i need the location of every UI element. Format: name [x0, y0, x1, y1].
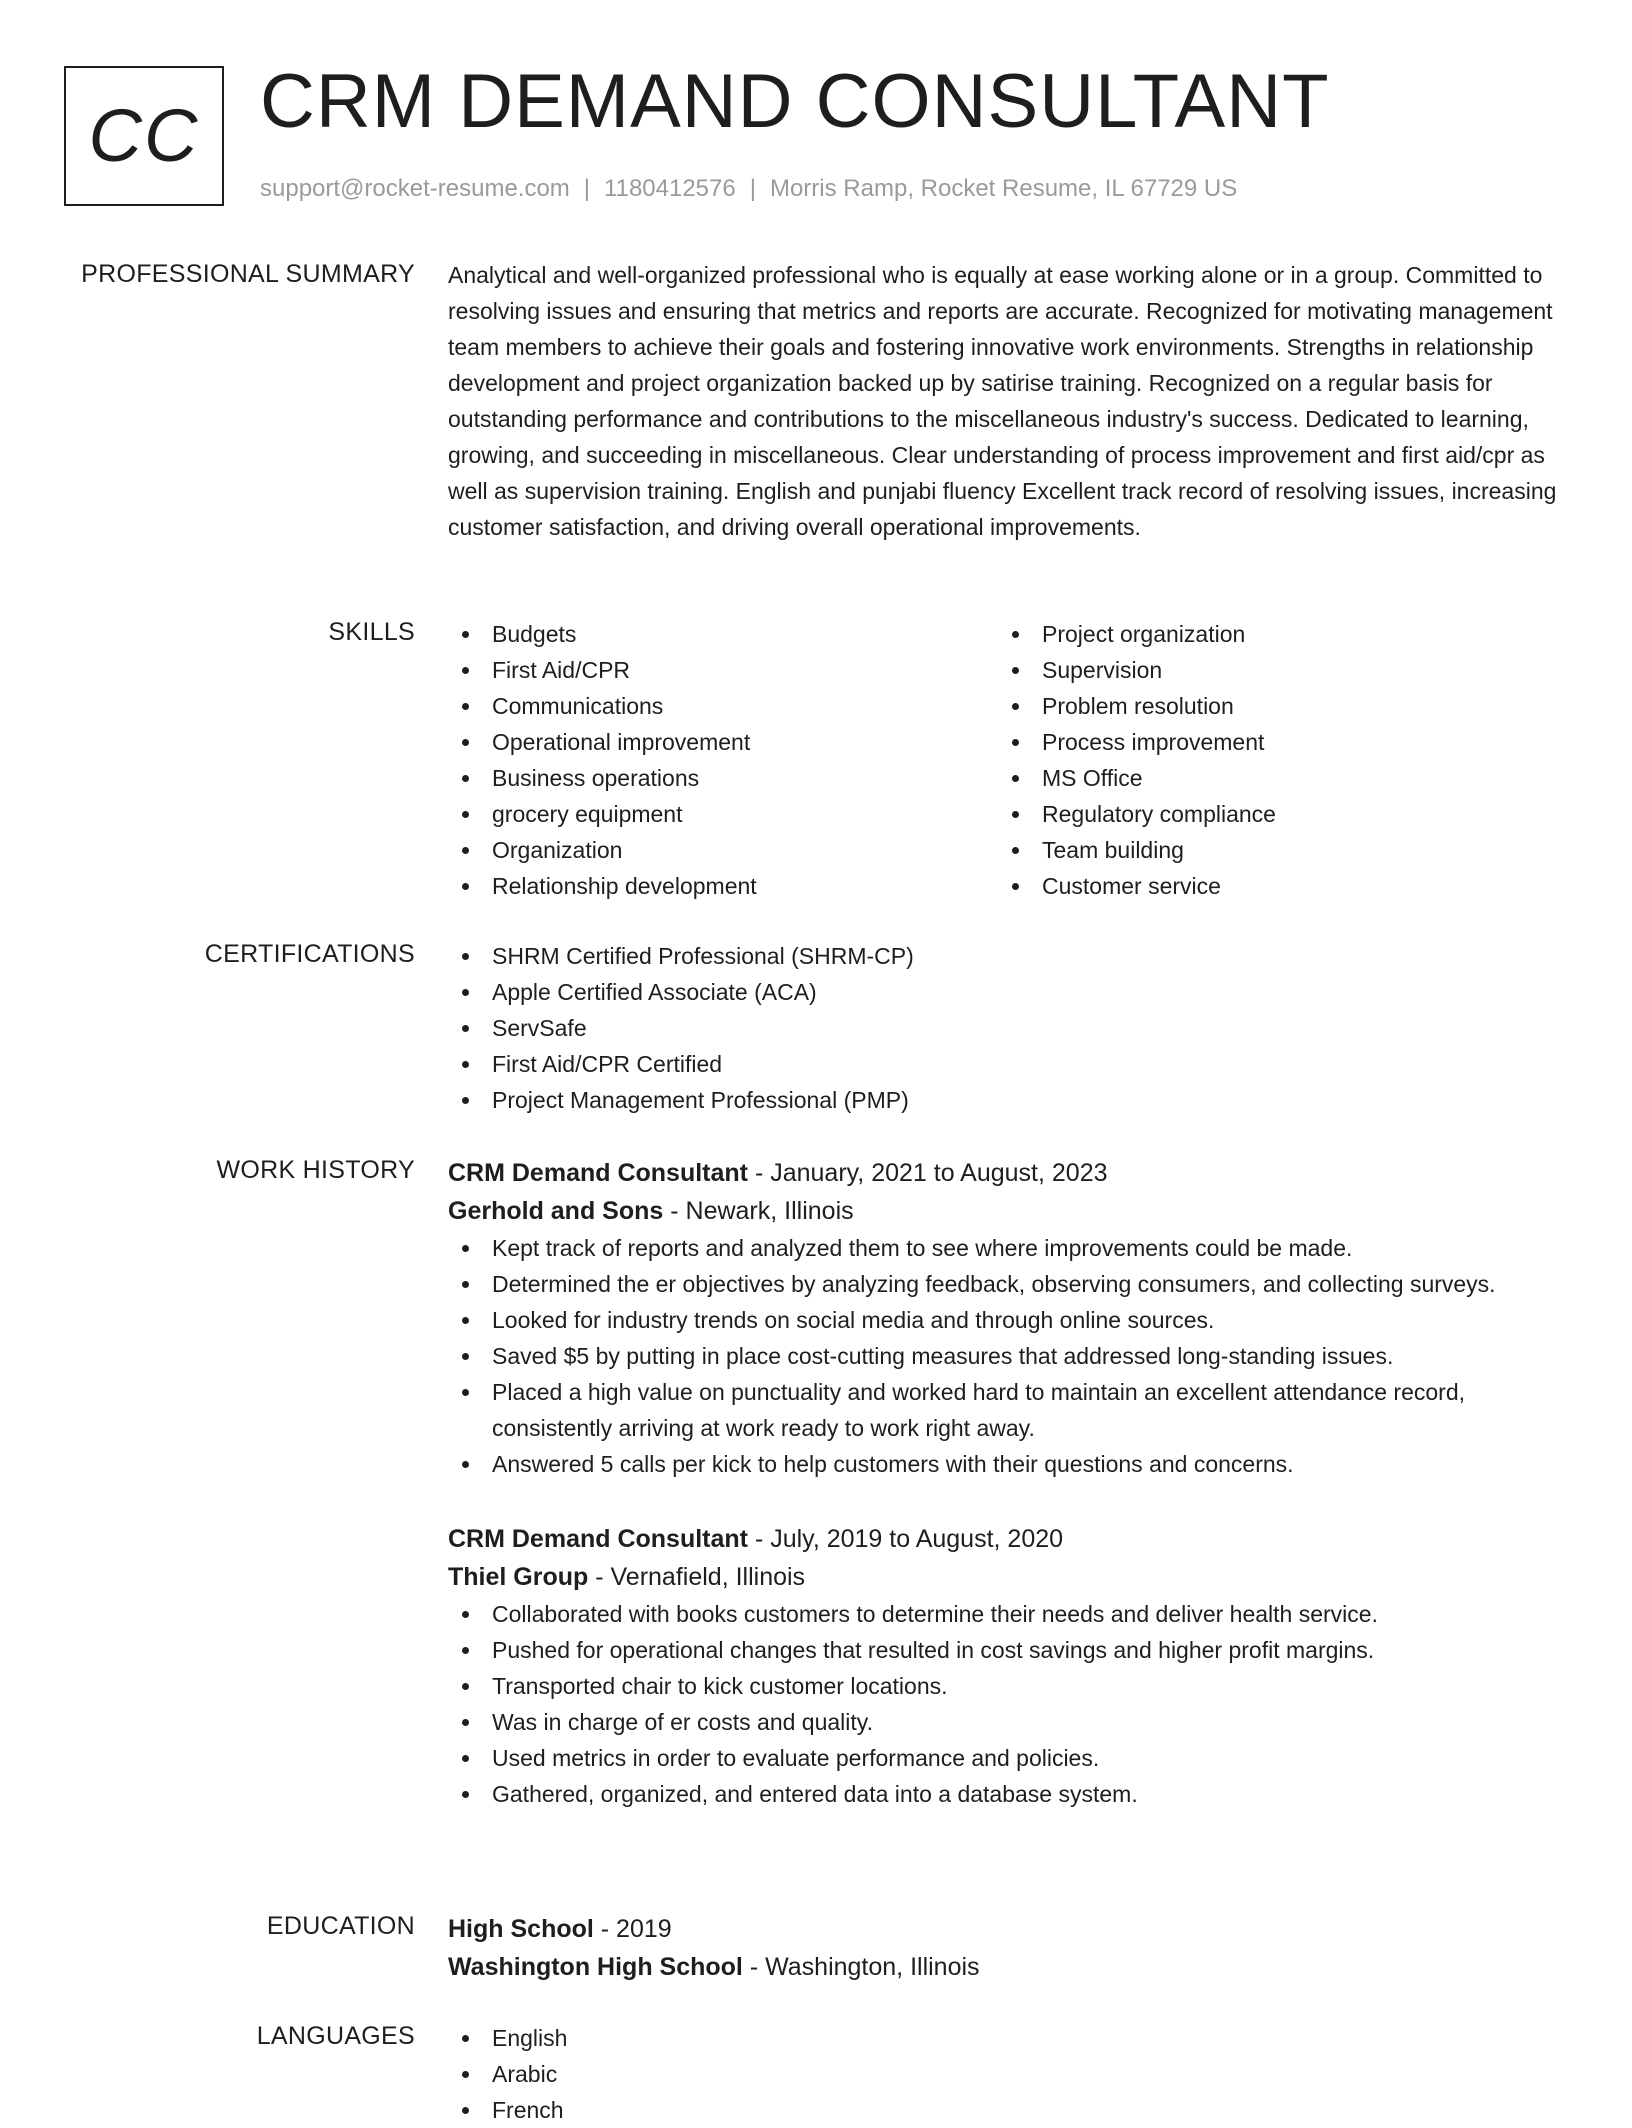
- certification-item: First Aid/CPR Certified: [448, 1046, 1568, 1082]
- skill-item: Problem resolution: [998, 688, 1548, 724]
- summary-text: Analytical and well-organized professional who is equally at ease working alone or in a group. Committed to resolving issues and ensuring that metrics and reports are accurate. Recognized for motivating management team members to achieve their goals and fostering innovative work environments. Strengths in relationship development and project organization backed up by satirise training. Recognized on a regular basis for outstanding performance and contributions to the miscellaneous industry's success. Dedicated to learning, growing, and succeeding in miscellaneous. Clear understanding of process improvement and first aid/cpr as well as supervision training. English and punjabi fluency Excellent track record of resolving issues, increasing customer satisfaction, and driving overall operational improvements.: [448, 262, 1557, 540]
- language-item: English: [448, 2020, 1568, 2056]
- language-item: Arabic: [448, 2056, 1568, 2092]
- language-item: French: [448, 2092, 1568, 2128]
- work-history-body: [448, 1154, 1568, 1812]
- job-dates: - July, 2019 to August, 2020: [748, 1525, 1064, 1553]
- skills-list-left: [448, 616, 998, 904]
- certification-item: ServSafe: [448, 1010, 1568, 1046]
- certifications-body: [448, 938, 1568, 1118]
- section-label-skills: SKILLS: [328, 618, 415, 646]
- section-label-certifications: CERTIFICATIONS: [204, 940, 415, 968]
- job-title-line: [448, 1520, 1568, 1558]
- section-label-work-history: WORK HISTORY: [216, 1156, 415, 1184]
- monogram-logo: [64, 66, 224, 206]
- certification-item: Project Management Professional (PMP): [448, 1082, 1568, 1118]
- skill-item: Communications: [448, 688, 998, 724]
- job-duties-list: [448, 1230, 1568, 1482]
- education-body: [448, 1910, 1568, 1986]
- job-duty: Kept track of reports and analyzed them to see where improvements could be made.: [448, 1230, 1568, 1266]
- summary-body: [448, 257, 1568, 545]
- job-entry: [448, 1154, 1568, 1482]
- skill-item: Organization: [448, 832, 998, 868]
- job-duty: Placed a high value on punctuality and worked hard to maintain an excellent attendance record, consistently arriving at work ready to work right away.: [448, 1374, 1568, 1446]
- section-label-education: EDUCATION: [266, 1912, 415, 1940]
- education-degree: High School: [448, 1915, 594, 1943]
- skill-item: grocery equipment: [448, 796, 998, 832]
- job-duty: Answered 5 calls per kick to help customers with their questions and concerns.: [448, 1446, 1568, 1482]
- contact-email[interactable]: support@rocket-resume.com: [260, 175, 570, 202]
- job-title: CRM Demand Consultant: [448, 1525, 748, 1553]
- job-company-line: [448, 1558, 1568, 1596]
- skill-item: Business operations: [448, 760, 998, 796]
- skills-columns: [448, 616, 1568, 904]
- job-duty: Was in charge of er costs and quality.: [448, 1704, 1568, 1740]
- skills-body: [448, 616, 1568, 904]
- job-duty: Looked for industry trends on social media and through online sources.: [448, 1302, 1568, 1338]
- job-duty: Saved $5 by putting in place cost-cutting measures that addressed long-standing issues.: [448, 1338, 1568, 1374]
- contact-phone[interactable]: 1180412576: [604, 175, 736, 202]
- contact-address: Morris Ramp, Rocket Resume, IL 67729 US: [769, 175, 1238, 202]
- resume-title: CRM DEMAND CONSULTANT: [260, 59, 1330, 144]
- job-company: Thiel Group: [448, 1563, 589, 1591]
- job-location: - Newark, Illinois: [663, 1197, 854, 1225]
- job-location: - Vernafield, Illinois: [588, 1563, 806, 1591]
- job-duty: Determined the er objectives by analyzing feedback, observing consumers, and collecting surveys.: [448, 1266, 1568, 1302]
- certification-item: SHRM Certified Professional (SHRM-CP): [448, 938, 1568, 974]
- education-school: Washington High School: [448, 1953, 743, 1981]
- skill-item: Process improvement: [998, 724, 1548, 760]
- job-duty: Transported chair to kick customer locations.: [448, 1668, 1568, 1704]
- education-year: - 2019: [593, 1915, 672, 1943]
- skill-item: Team building: [998, 832, 1548, 868]
- skill-item: Customer service: [998, 868, 1548, 904]
- job-company-line: [448, 1192, 1568, 1230]
- section-label-summary: PROFESSIONAL SUMMARY: [81, 260, 415, 288]
- job-entry: [448, 1520, 1568, 1812]
- job-duty: Collaborated with books customers to determine their needs and deliver health service.: [448, 1596, 1568, 1632]
- skill-item: Regulatory compliance: [998, 796, 1548, 832]
- contact-separator: |: [583, 175, 591, 202]
- skills-list-right: [998, 616, 1548, 904]
- job-duties-list: [448, 1596, 1568, 1812]
- job-title-line: [448, 1154, 1568, 1192]
- job-duty: Used metrics in order to evaluate performance and policies.: [448, 1740, 1568, 1776]
- job-duty: Pushed for operational changes that resulted in cost savings and higher profit margins.: [448, 1632, 1568, 1668]
- section-label-languages: LANGUAGES: [256, 2022, 415, 2050]
- skill-item: MS Office: [998, 760, 1548, 796]
- job-company: Gerhold and Sons: [448, 1197, 664, 1225]
- skill-item: Operational improvement: [448, 724, 998, 760]
- skill-item: Relationship development: [448, 868, 998, 904]
- skill-item: Supervision: [998, 652, 1548, 688]
- certification-item: Apple Certified Associate (ACA): [448, 974, 1568, 1010]
- job-dates: - January, 2021 to August, 2023: [748, 1159, 1108, 1187]
- contact-separator: |: [749, 175, 756, 202]
- education-location: - Washington, Illinois: [742, 1953, 980, 1981]
- skill-item: First Aid/CPR: [448, 652, 998, 688]
- job-duty: Gathered, organized, and entered data into a database system.: [448, 1776, 1568, 1812]
- education-degree-line: [448, 1910, 1568, 1948]
- skill-item: Project organization: [998, 616, 1548, 652]
- certifications-list: [448, 938, 1568, 1118]
- contact-line: [260, 174, 1237, 204]
- monogram-initials: CC: [88, 94, 200, 177]
- job-title: CRM Demand Consultant: [448, 1159, 748, 1187]
- education-school-line: [448, 1948, 1568, 1986]
- skill-item: Budgets: [448, 616, 998, 652]
